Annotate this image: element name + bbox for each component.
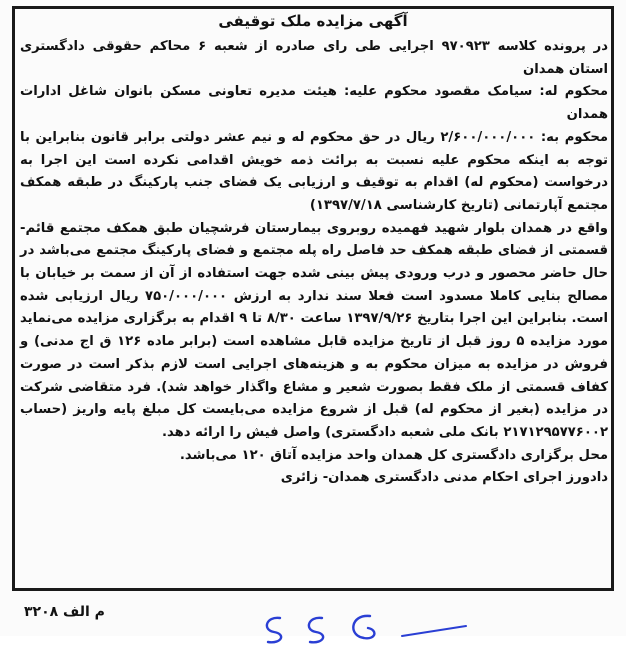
- notice-judgment-paragraph: محکوم به: ۲/۶۰۰/۰۰۰/۰۰۰ ریال در حق محکوم له و نیم عشر دولتی برابر قانون بنابراین با توجه به اینکه محکوم علیه نسبت به برائت ذمه خویش اقدامی نکرده است این اجرا به درخواست (محکوم له) اقدام به توقیف و ارزیابی یک فضای جنب پارکینگ در طبقه همکف مجتمع آپارتمانی (تاریخ کارشناسی ۱۳۹۷/۷/۱۸): [20, 129, 608, 213]
- notice-parties-line: محکوم له: سیامک مقصود محکوم علیه: هیئت مدیره تعاونی مسکن بانوان شاغل ادارات همدان: [20, 84, 608, 123]
- pen-stroke-1: [267, 618, 281, 642]
- notice-case-line: در پرونده کلاسه ۹۷۰۹۲۳ اجرایی طی رای صادره از شعبه ۶ محاکم حقوقی دادگستری استان همدان: [20, 39, 608, 77]
- reference-code: م الف ۳۲۰۸: [24, 604, 105, 620]
- notice-venue-line: محل برگزاری دادگستری کل همدان واحد مزایده آتاق ۱۲۰ می‌باشد.: [179, 447, 608, 463]
- pen-stroke-3: [353, 616, 374, 638]
- notice-signature-line: دادورز اجرای احکام مدنی دادگستری همدان- زائری: [280, 470, 608, 486]
- notice-property-paragraph: واقع در همدان بلوار شهید فهمیده روبروی بیمارستان فرشچیان طبق همکف مجتمع قائم- قسمتی از فضای طبقه همکف حد فاصل راه پله مجتمع و فضای پارکینگ مجتمع می‌باشد در حال حاضر محصور و درب ورودی پیش بینی شده جهت استفاده از آن از سمت بر خیابان با مصالح بنایی کاملا مسدود است فعلا سند ندارد به ارزش ۷۵۰/۰۰۰/۰۰۰ ریال ارزیابی شده است. بنابراین این اجرا بتاریخ ۱۳۹۷/۹/۲۶ ساعت ۸/۳۰ تا ۹ اقدام به برگزاری مزایده می‌نماید مورد مزایده ۵ روز قبل از تاریخ مزایده قابل مشاهده است (برابر ماده ۱۲۶ ق اج مدنی) و فروش در مزایده به میزان محکوم به و هزینه‌های اجرایی است لازم بذکر است در صورت کفاف قسمتی از ملک فقط بصورت شعیر و مشاع واگذار خواهد شد). فرد متقاضی شرکت در مزایده (بغیر از محکوم له) قبل از شروع مزایده می‌بایست کل مبلغ پایه واریز (حساب ۲۱۷۱۲۹۵۷۷۶۰۰۲ بانک ملی شعبه دادگستری) واصل فیش را ارائه دهد.: [20, 220, 609, 440]
- notice-body: [20, 36, 608, 490]
- notice-title: آگهی مزایده ملک توقیفی: [218, 12, 408, 30]
- pen-stroke-2: [309, 618, 323, 642]
- pen-stroke-4: [402, 626, 466, 636]
- handwritten-pen-mark: [252, 606, 482, 646]
